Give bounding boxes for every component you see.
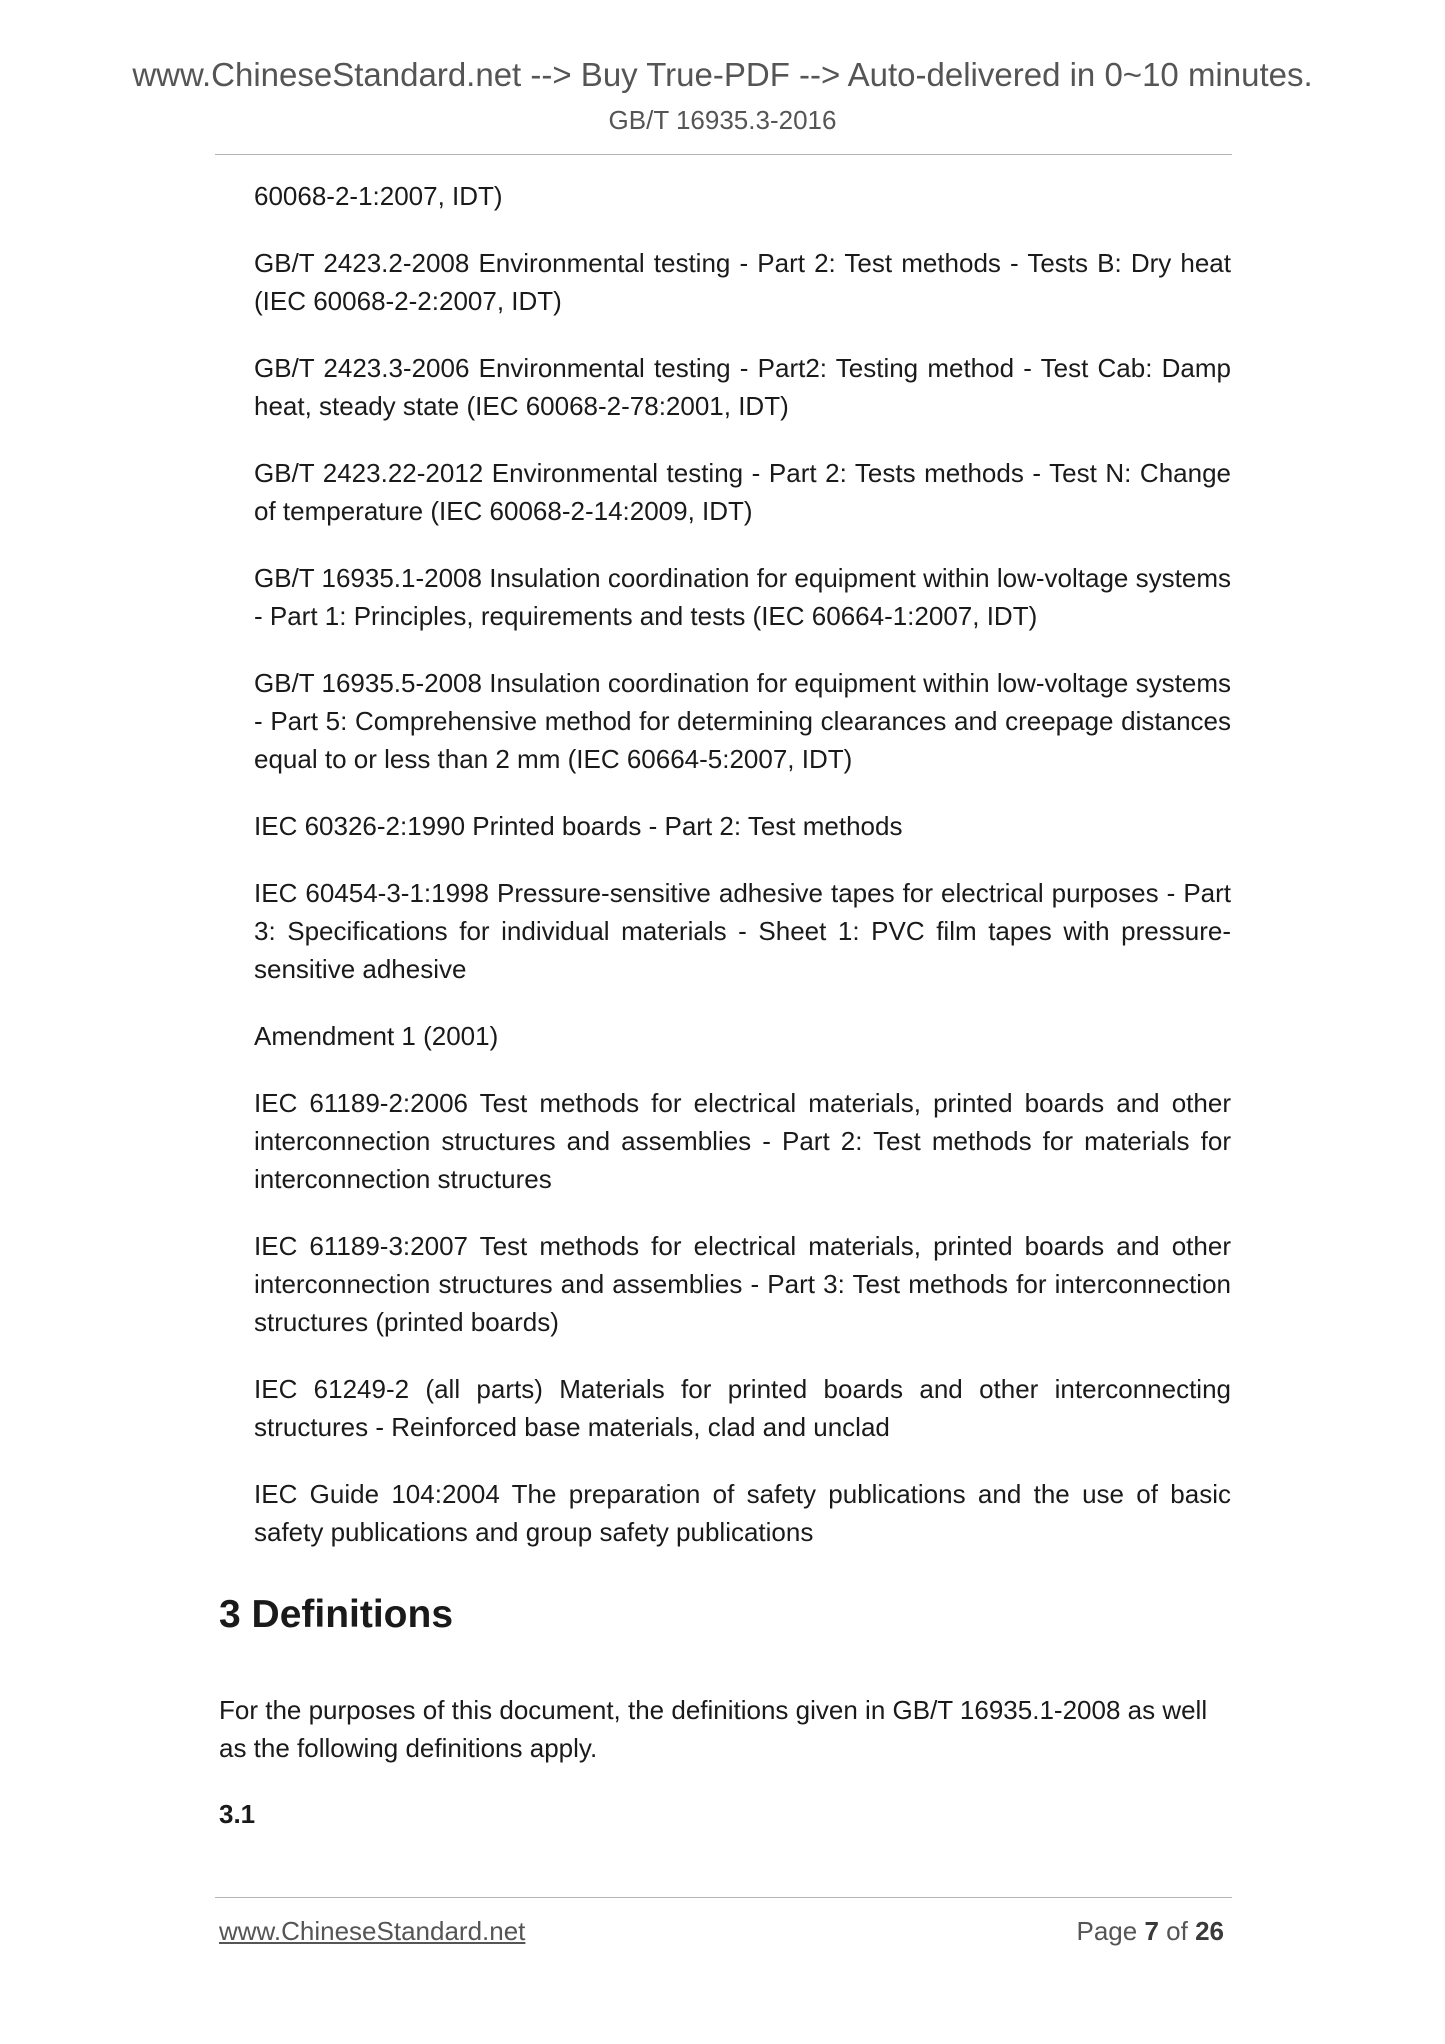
section-heading-definitions: 3 Definitions [219,1593,454,1636]
normative-references-list [254,177,1231,1580]
reference-item: GB/T 2423.22-2012 Environmental testing - Part 2: Tests methods - Test N: Change of temperature (IEC 60068-2-14:2009, IDT) [254,458,1231,526]
page-indicator [1076,1916,1224,1947]
reference-item: IEC 60326-2:1990 Printed boards - Part 2: Test methods [254,811,903,841]
page-of: of [1166,1916,1188,1946]
reference-item: IEC 61189-2:2006 Test methods for electrical materials, printed boards and other interconnection structures and assemblies - Part 2: Test methods for materials for interconnection structures [254,1088,1231,1194]
reference-item: IEC 61189-3:2007 Test methods for electrical materials, printed boards and other interconnection structures and assemblies - Part 3: Test methods for interconnection structures (printed boards) [254,1231,1231,1337]
reference-item: GB/T 2423.2-2008 Environmental testing - Part 2: Test methods - Tests B: Dry heat (IEC 60068-2-2:2007, IDT) [254,248,1231,316]
reference-item: 60068-2-1:2007, IDT) [254,181,503,211]
footer-website-link[interactable]: www.ChineseStandard.net [219,1916,526,1946]
clause-number: 3.1 [219,1799,256,1829]
reference-item: IEC Guide 104:2004 The preparation of safety publications and the use of basic safety publications and group safety publications [254,1479,1231,1547]
page-total: 26 [1195,1916,1224,1946]
reference-item: GB/T 2423.3-2006 Environmental testing - Part2: Testing method - Test Cab: Damp heat, steady state (IEC 60068-2-78:2001, IDT) [254,353,1231,421]
page-current: 7 [1144,1916,1159,1946]
reference-item: GB/T 16935.1-2008 Insulation coordination for equipment within low-voltage systems - Part 1: Principles, requirements and tests (IEC 60664-1:2007, IDT) [254,563,1231,631]
reference-item: Amendment 1 (2001) [254,1021,499,1051]
reference-item: GB/T 16935.5-2008 Insulation coordination for equipment within low-voltage systems - Part 5: Comprehensive method for determining clearances and creepage distances equal to or less than 2 mm (IEC 60664-5:2007, IDT) [254,668,1231,774]
definitions-intro-paragraph: For the purposes of this document, the definitions given in GB/T 16935.1-2008 as well as the following definitions apply. [219,1695,1208,1763]
reference-item: IEC 61249-2 (all parts) Materials for printed boards and other interconnecting structures - Reinforced base materials, clad and unclad [254,1374,1231,1442]
header-divider [215,154,1232,155]
standard-id: GB/T 16935.3-2016 [608,105,837,135]
reference-item: IEC 60454-3-1:1998 Pressure-sensitive adhesive tapes for electrical purposes - Part 3: Specifications for individual materials - Sheet 1: PVC film tapes with pressure-sensitive adhesive [254,878,1231,984]
header-banner: www.ChineseStandard.net --> Buy True-PDF --> Auto-delivered in 0~10 minutes. [132,56,1313,93]
page-prefix: Page [1076,1916,1138,1946]
footer-divider [215,1897,1232,1898]
